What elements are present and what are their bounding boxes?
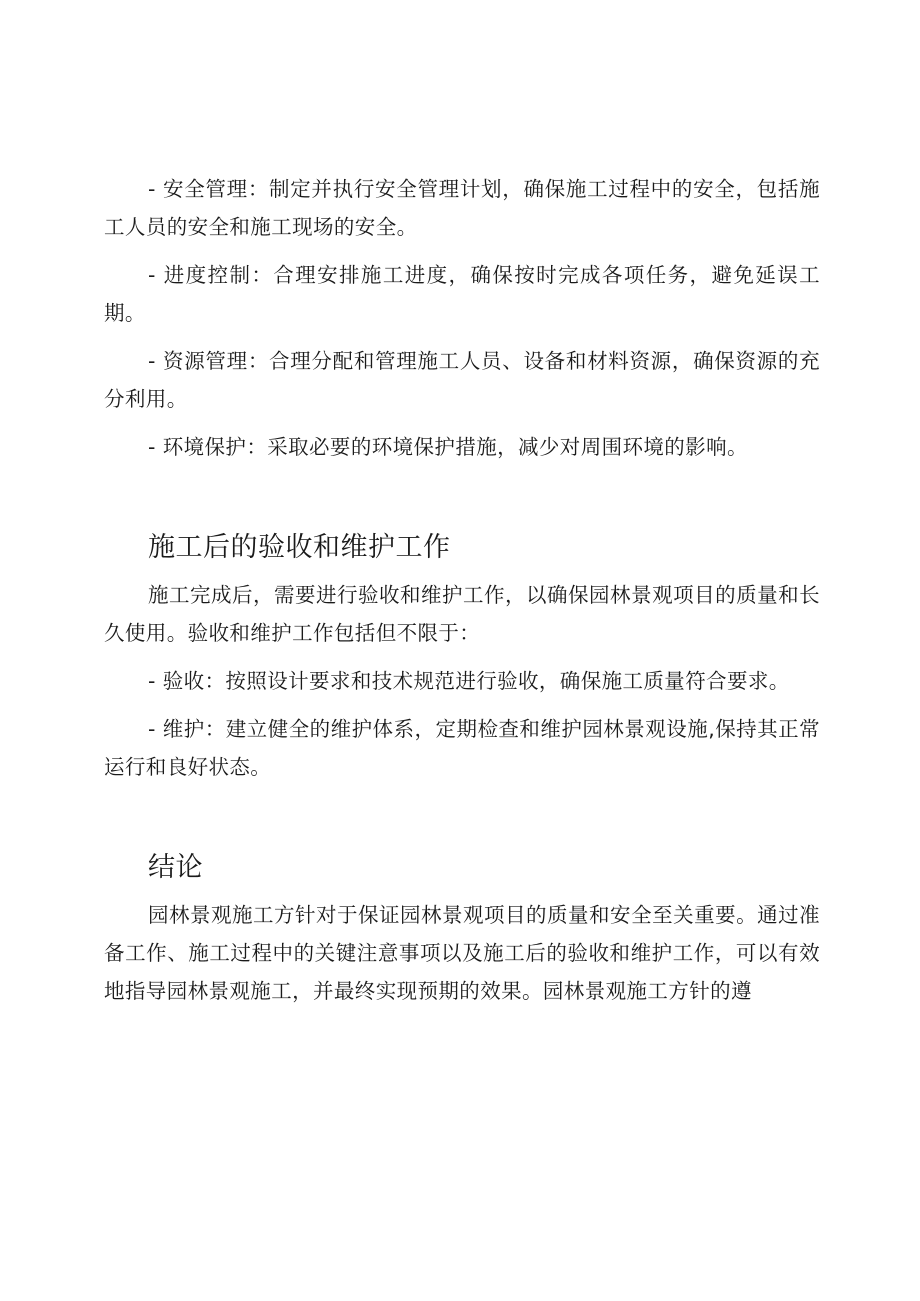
list-item-resources: - 资源管理：合理分配和管理施工人员、设备和材料资源，确保资源的充分利用。 (104, 349, 820, 411)
conclusion-section (104, 896, 820, 1010)
acceptance-intro: 施工完成后，需要进行验收和维护工作，以确保园林景观项目的质量和长久使用。验收和维护工作包括但不限于： (104, 583, 820, 645)
list-item-maintenance: - 维护：建立健全的维护体系，定期检查和维护园林景观设施,保持其正常运行和良好状态。 (104, 717, 820, 779)
section-heading-acceptance: 施工后的验收和维护工作 (148, 532, 451, 563)
document-body (104, 170, 820, 1010)
list-item-schedule: - 进度控制：合理安排施工进度，确保按时完成各项任务，避免延误工期。 (104, 263, 820, 325)
acceptance-section (104, 576, 820, 786)
management-list (104, 170, 820, 466)
section-heading-conclusion: 结论 (148, 852, 203, 883)
conclusion-body: 园林景观施工方针对于保证园林景观项目的质量和安全至关重要。通过准备工作、施工过程中的关键注意事项以及施工后的验收和维护工作，可以有效地指导园林景观施工，并最终实现预期的效果。园林景观施工方针的遵 (104, 903, 820, 1003)
list-item-environment: - 环境保护：采取必要的环境保护措施，减少对周围环境的影响。 (148, 435, 748, 459)
list-item-acceptance: - 验收：按照设计要求和技术规范进行验收，确保施工质量符合要求。 (148, 669, 790, 693)
list-item-safety: - 安全管理：制定并执行安全管理计划，确保施工过程中的安全，包括施工人员的安全和施工现场的安全。 (104, 177, 820, 239)
